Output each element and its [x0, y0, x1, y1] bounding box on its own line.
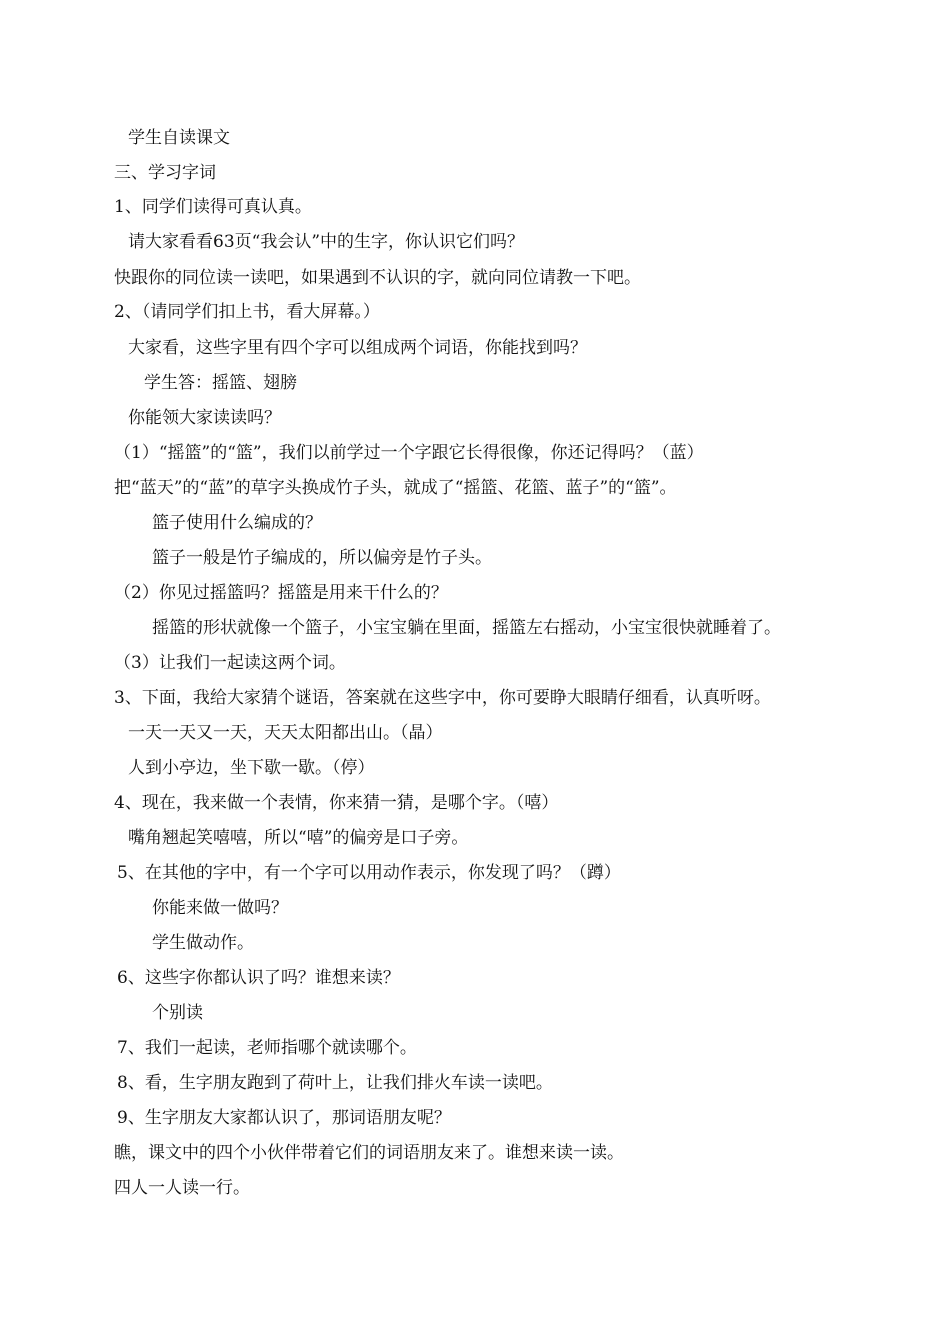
- text-line: 一天一天又一天，天天太阳都出山。（晶）: [128, 723, 443, 743]
- text-line: 4、现在，我来做一个表情，你来猜一猜，是哪个字。（嘻）: [114, 793, 559, 813]
- text-line: 5、在其他的字中，有一个字可以用动作表示，你发现了吗？（蹲）: [117, 863, 621, 883]
- text-line: 学生答：摇篮、翅膀: [144, 373, 297, 393]
- text-line: 篮子一般是竹子编成的，所以偏旁是竹子头。: [152, 548, 492, 568]
- text-line: 篮子使用什么编成的？: [152, 513, 322, 533]
- text-line: 个别读: [152, 1003, 203, 1023]
- text-line: 四人一人读一行。: [114, 1178, 250, 1198]
- text-line: 3、下面，我给大家猜个谜语，答案就在这些字中，你可要睁大眼睛仔细看，认真听呀。: [114, 688, 771, 708]
- text-line: 把“蓝天”的“蓝”的草字头换成竹子头，就成了“摇篮、花篮、蓝子”的“篮”。: [114, 478, 677, 498]
- text-line: 摇篮的形状就像一个篮子，小宝宝躺在里面，摇篮左右摇动，小宝宝很快就睡着了。: [152, 618, 781, 638]
- text-line: 学生做动作。: [152, 933, 254, 953]
- text-line: （1）“摇篮”的“篮”，我们以前学过一个字跟它长得很像，你还记得吗？（蓝）: [114, 443, 704, 463]
- text-line: 你能领大家读读吗？: [128, 408, 281, 428]
- text-line: 嘴角翘起笑嘻嘻，所以“嘻”的偏旁是口子旁。: [128, 828, 469, 848]
- text-line: 快跟你的同位读一读吧，如果遇到不认识的字，就向同位请教一下吧。: [114, 268, 641, 288]
- text-line: 请大家看看63页“我会认”中的生字，你认识它们吗？: [128, 232, 525, 252]
- text-line: 瞧，课文中的四个小伙伴带着它们的词语朋友来了。谁想来读一读。: [114, 1143, 624, 1163]
- text-line: 6、这些字你都认识了吗？谁想来读？: [117, 968, 400, 988]
- text-line: 9、生字朋友大家都认识了，那词语朋友呢？: [117, 1108, 451, 1128]
- text-line: 你能来做一做吗？: [152, 898, 288, 918]
- text-line: （3）让我们一起读这两个词。: [114, 653, 346, 673]
- section-heading: 三、学习字词: [114, 163, 216, 183]
- text-line: 学生自读课文: [128, 128, 230, 148]
- text-line: 1、同学们读得可真认真。: [114, 197, 312, 217]
- text-line: 大家看，这些字里有四个字可以组成两个词语，你能找到吗？: [128, 338, 587, 358]
- text-line: 2、（请同学们扣上书，看大屏幕。）: [114, 302, 380, 322]
- text-line: （2）你见过摇篮吗？摇篮是用来干什么的？: [114, 583, 448, 603]
- text-line: 7、我们一起读，老师指哪个就读哪个。: [117, 1038, 417, 1058]
- text-line: 人到小亭边，坐下歇一歇。（停）: [128, 758, 375, 778]
- text-line: 8、看，生字朋友跑到了荷叶上，让我们排火车读一读吧。: [117, 1073, 553, 1093]
